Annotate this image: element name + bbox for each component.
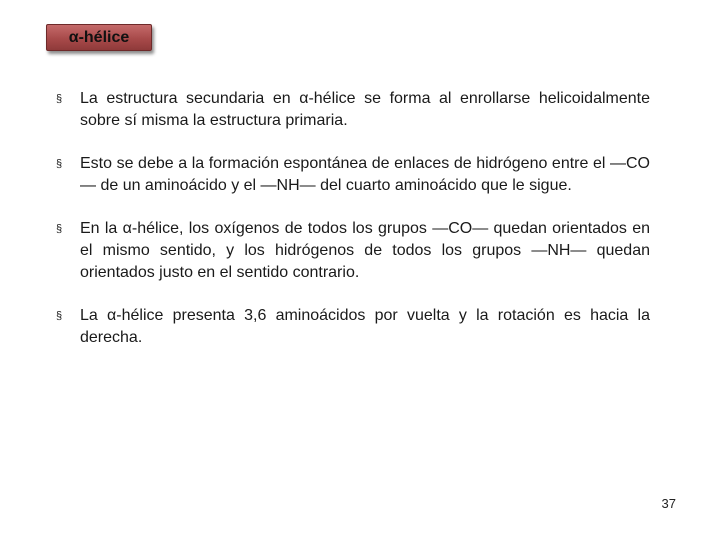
- bullet-text: En la α-hélice, los oxígenos de todos los grupos —CO— quedan orientados en el mismo sentido, y los hidrógenos de todos los grupos —NH— quedan orientados justo en el sentido contrario.: [80, 220, 650, 281]
- bullet-list: [54, 88, 650, 370]
- bullet-marker-icon: §: [56, 310, 63, 322]
- bullet-item: [54, 88, 650, 132]
- bullet-item: [54, 218, 650, 284]
- bullet-marker-icon: §: [56, 93, 63, 105]
- bullet-item: [54, 153, 650, 197]
- page-number: 37: [661, 496, 676, 511]
- bullet-marker-icon: §: [56, 158, 63, 170]
- bullet-text: La α-hélice presenta 3,6 aminoácidos por vuelta y la rotación es hacia la derecha.: [80, 307, 650, 346]
- bullet-marker-icon: §: [56, 223, 63, 235]
- bullet-text: Esto se debe a la formación espontánea de enlaces de hidrógeno entre el —CO— de un aminoácido y el —NH— del cuarto aminoácido que le sigue.: [80, 155, 650, 194]
- bullet-item: [54, 305, 650, 349]
- bullet-text: La estructura secundaria en α-hélice se forma al enrollarse helicoidalmente sobre sí misma la estructura primaria.: [80, 90, 650, 129]
- slide-title: α-hélice: [46, 24, 152, 51]
